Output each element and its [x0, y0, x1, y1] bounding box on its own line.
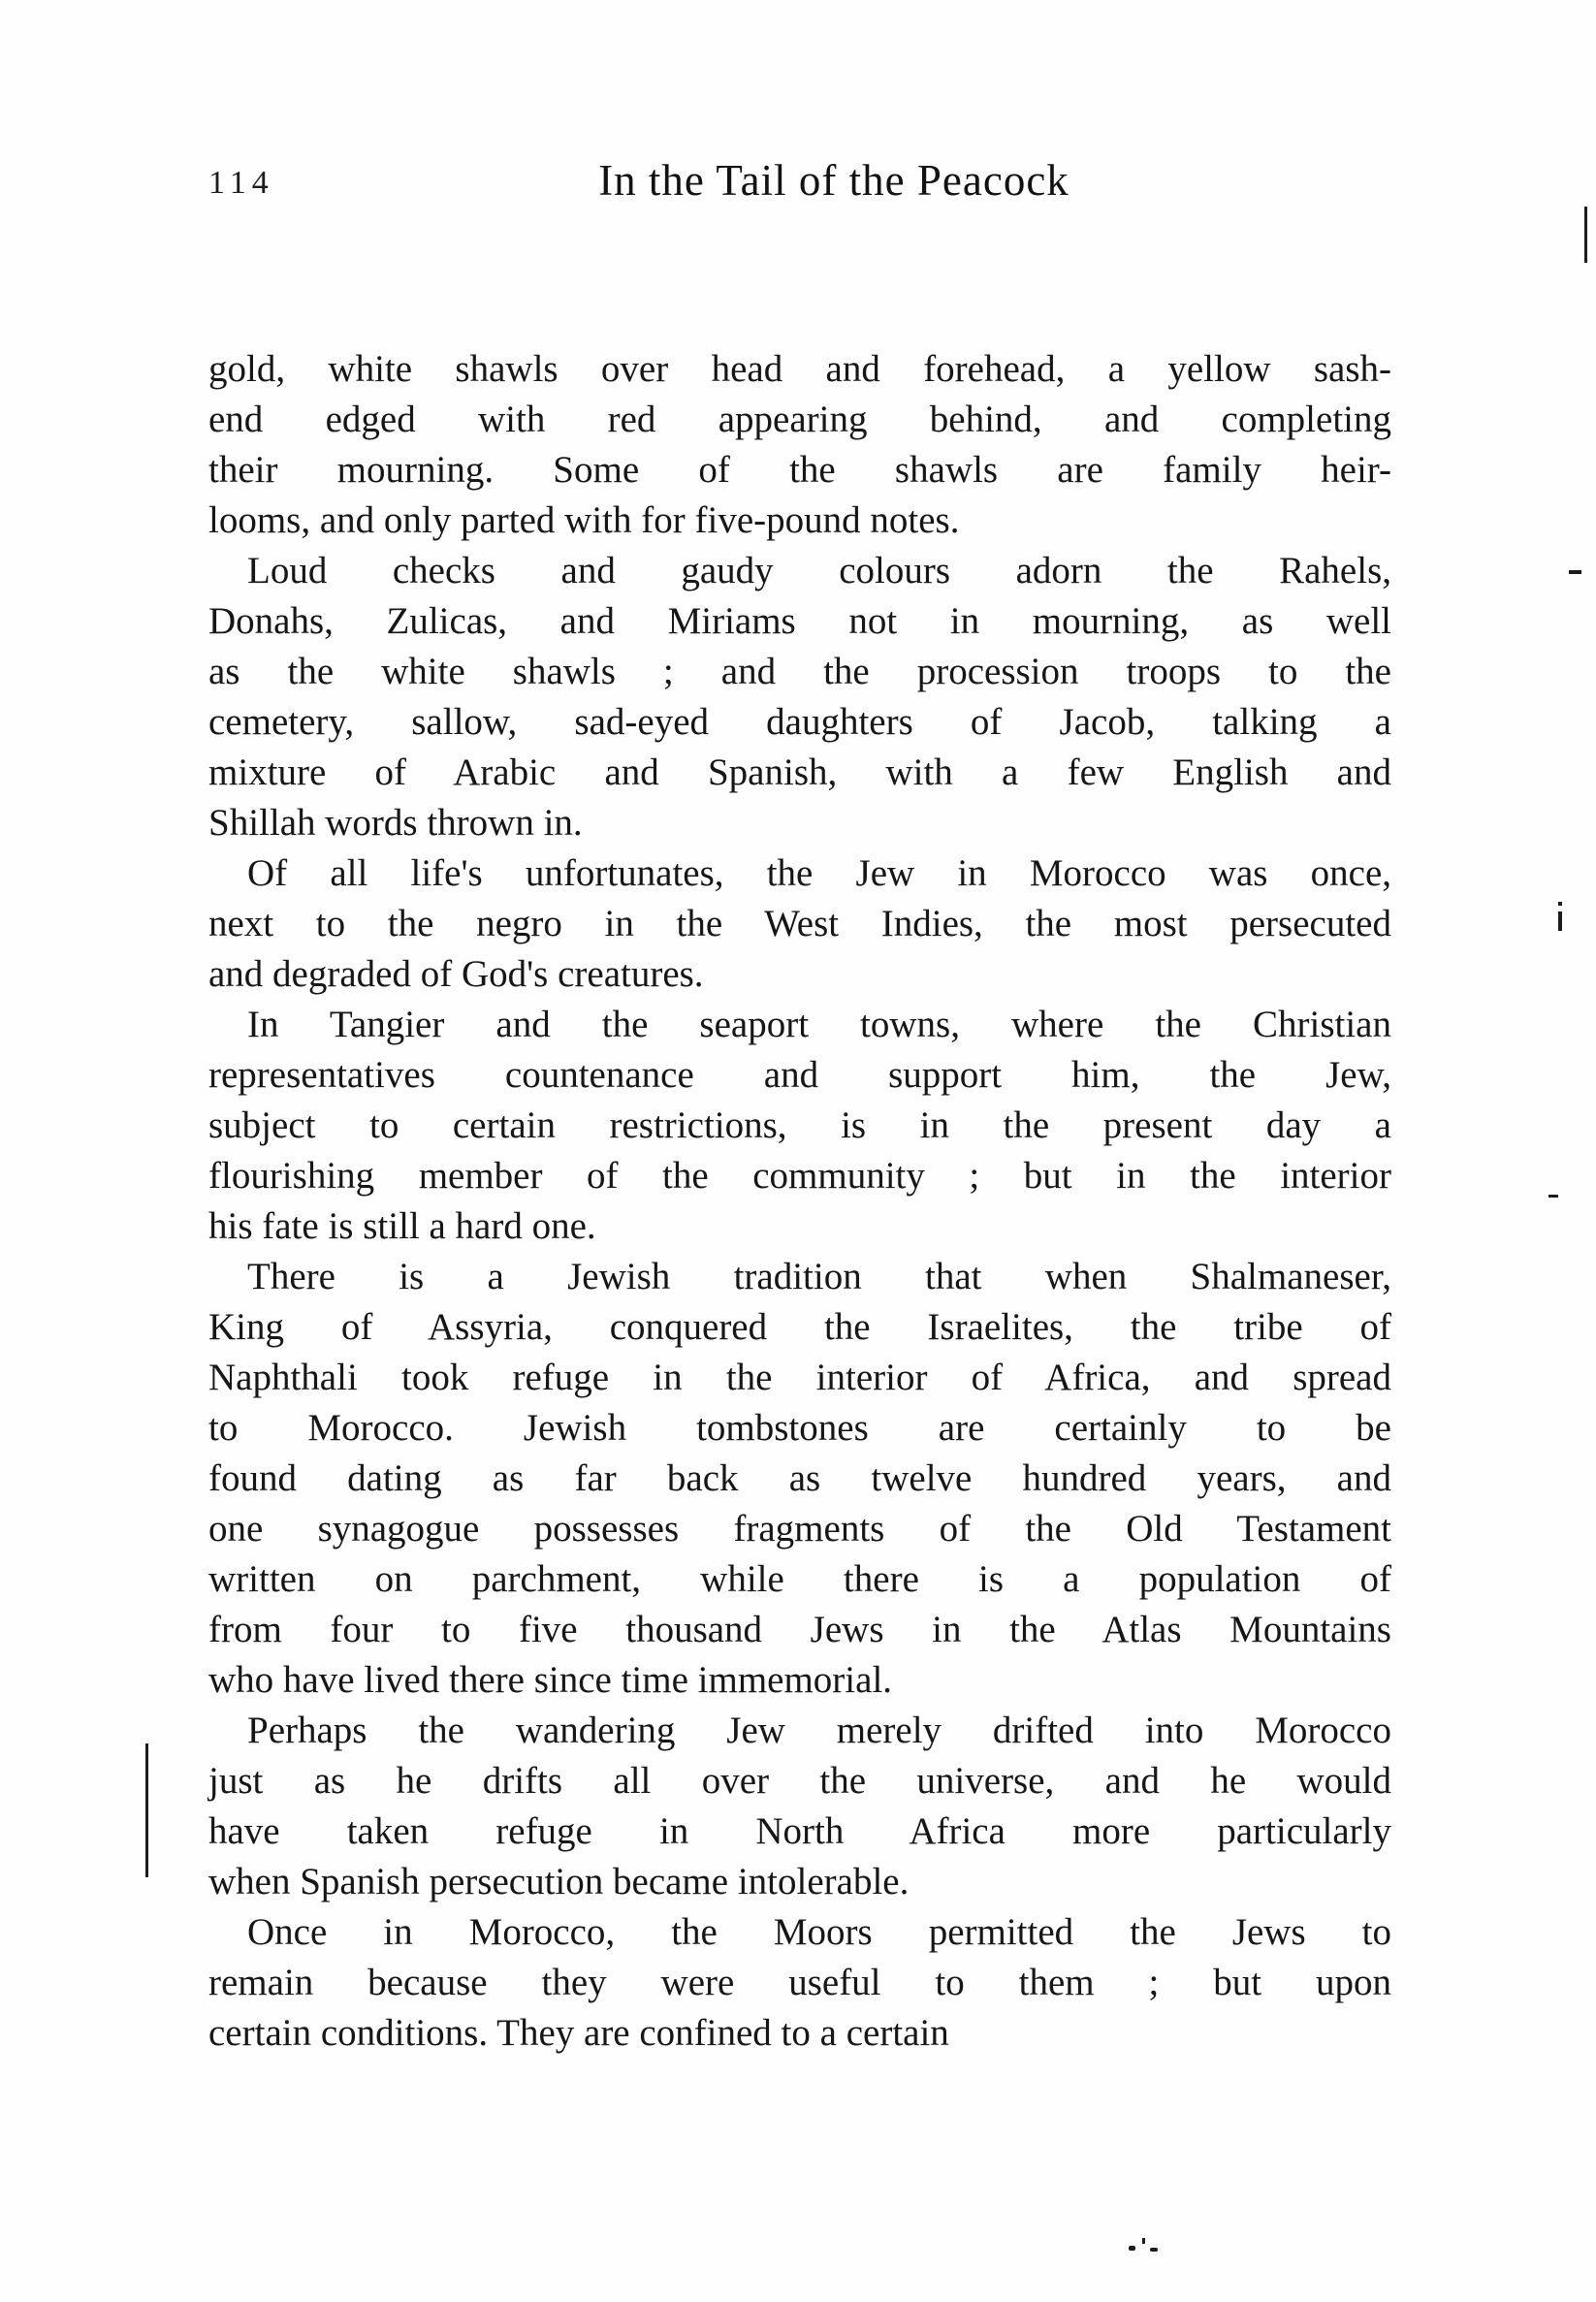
text-line: next to the negro in the West Indies, the most persecuted	[208, 903, 1391, 944]
text-line: their mourning. Some of the shawls are family heir-	[208, 449, 1391, 491]
text-line: representatives countenance and support him, the Jew,	[208, 1054, 1391, 1096]
text-line: have taken refuge in North Africa more particularly	[208, 1810, 1391, 1852]
scan-artifact-dash	[1569, 570, 1581, 574]
page-body	[208, 344, 1391, 2059]
text-line: mixture of Arabic and Spanish, with a few English and	[208, 751, 1391, 793]
text-line: In Tangier and the seaport towns, where the Christian	[247, 1004, 1391, 1045]
text-line: certain conditions. They are confined to a certain	[208, 2012, 949, 2054]
text-line: Loud checks and gaudy colours adorn the Rahels,	[247, 550, 1391, 591]
text-line: and degraded of God's creatures.	[208, 953, 704, 995]
text-line: when Spanish persecution became intolerable.	[208, 1861, 910, 1902]
text-line: King of Assyria, conquered the Israelites, the tribe of	[208, 1306, 1391, 1348]
scan-artifact-edge-line	[145, 1743, 148, 1877]
text-line: written on parchment, while there is a population of	[208, 1558, 1391, 1600]
text-line: Of all life's unfortunates, the Jew in Morocco was once,	[247, 852, 1391, 894]
text-line: his fate is still a hard one.	[208, 1205, 596, 1247]
page-header	[208, 155, 1391, 213]
text-line: as the white shawls ; and the procession troops to the	[208, 651, 1391, 692]
scan-artifact-speck	[1129, 2246, 1135, 2251]
text-line: who have lived there since time immemorial.	[208, 1659, 893, 1701]
scan-artifact-tick	[1558, 911, 1562, 931]
text-line: subject to certain restrictions, is in the present day a	[208, 1104, 1391, 1146]
text-line: remain because they were useful to them ; but upon	[208, 1962, 1391, 2003]
text-line: Donahs, Zulicas, and Miriams not in mourning, as well	[208, 600, 1391, 642]
running-title: In the Tail of the Peacock	[598, 156, 1069, 205]
text-line: Perhaps the wandering Jew merely drifted into Morocco	[247, 1710, 1391, 1751]
text-line: gold, white shawls over head and forehead, a yellow sash-	[208, 348, 1391, 390]
text-line: cemetery, sallow, sad-eyed daughters of Jacob, talking a	[208, 701, 1391, 743]
text-line: just as he drifts all over the universe, and he would	[208, 1760, 1391, 1802]
text-line: from four to five thousand Jews in the Atlas Mountains	[208, 1609, 1391, 1650]
text-line: end edged with red appearing behind, and completing	[208, 399, 1391, 440]
text-line: one synagogue possesses fragments of the Old Testament	[208, 1508, 1391, 1550]
scan-artifact-speck	[1142, 2238, 1145, 2244]
text-line: Shillah words thrown in.	[208, 802, 583, 844]
scan-artifact-speck	[1150, 2248, 1158, 2252]
text-line: flourishing member of the community ; but in the interior	[208, 1155, 1391, 1197]
scan-artifact-dash	[1548, 1195, 1558, 1198]
text-line: Once in Morocco, the Moors permitted the Jews to	[247, 1911, 1391, 1953]
page-number: 114	[208, 165, 274, 201]
text-line: found dating as far back as twelve hundred years, and	[208, 1457, 1391, 1499]
text-line: Naphthali took refuge in the interior of Africa, and spread	[208, 1357, 1391, 1398]
scan-artifact-edge-line	[1584, 207, 1587, 263]
scan-artifact-tick-dot	[1558, 902, 1562, 906]
text-line: to Morocco. Jewish tombstones are certainly to be	[208, 1407, 1391, 1449]
text-line: looms, and only parted with for five-pound notes.	[208, 499, 960, 541]
text-line: There is a Jewish tradition that when Shalmaneser,	[247, 1256, 1391, 1297]
